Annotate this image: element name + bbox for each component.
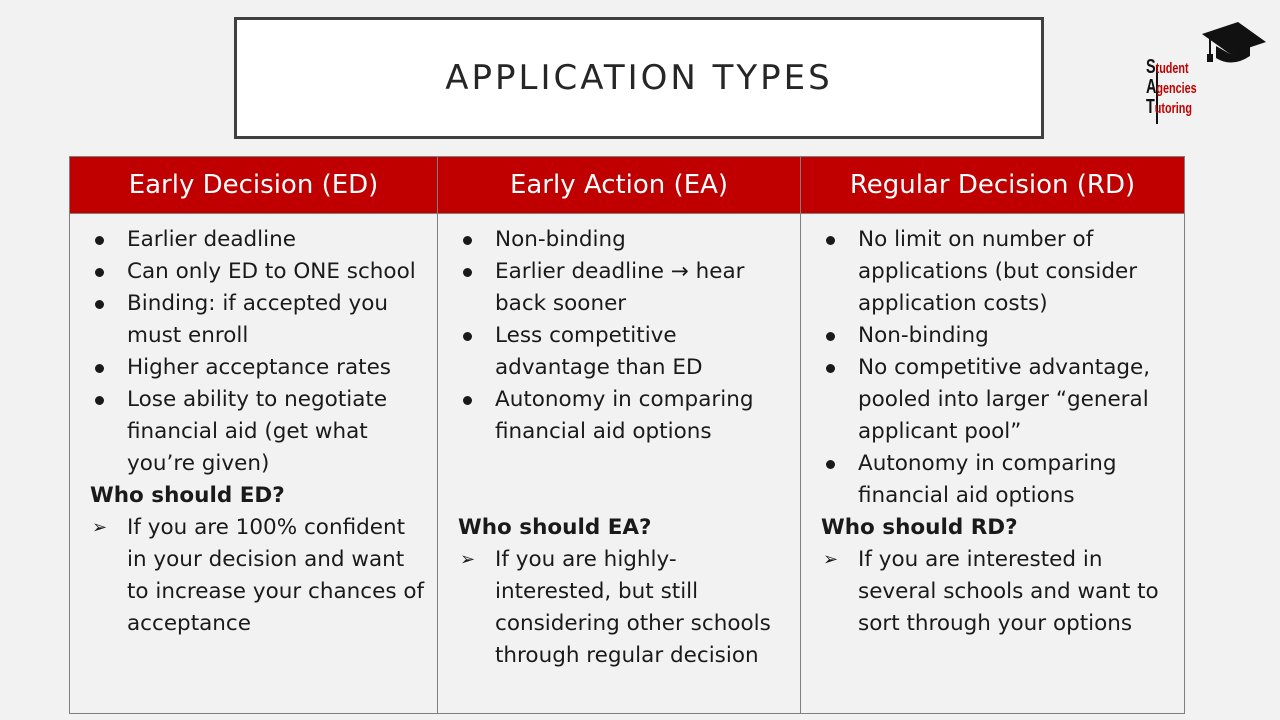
column-rd [801,214,1185,714]
column-ea [438,214,801,714]
list-item: Can only ED to ONE school [90,256,429,288]
who-should-ed-heading: Who should ED? [90,483,285,508]
ed-bullet-list [90,224,429,480]
list-item: Earlier deadline → hear back sooner [458,256,792,320]
column-ed [70,214,438,714]
sat-logo [1144,20,1274,130]
arrow-bullet-icon: ➢ [92,517,108,538]
arrow-bullet-icon: ➢ [460,549,476,570]
who-should-ea-heading: Who should EA? [458,515,652,540]
list-item: Autonomy in comparing financial aid options [458,384,792,448]
list-item: No limit on number of applications (but consider application costs) [821,224,1176,320]
graduation-cap-icon [1198,20,1268,72]
logo-text: Student Agencies Tutoring [1146,56,1197,118]
advice-item: ➢ If you are 100% confident in your decision and want to increase your chances of acceptance [90,512,429,640]
table-header-row [70,157,1185,214]
application-types-table [69,156,1185,714]
header-ea: Early Action (EA) [438,157,801,214]
table-body-row [70,214,1185,714]
slide-title: APPLICATION TYPES [445,58,833,98]
who-should-rd-heading: Who should RD? [821,515,1018,540]
list-item: Higher acceptance rates [90,352,429,384]
rd-bullet-list [821,224,1176,512]
rd-advice-list [821,544,1176,640]
arrow-bullet-icon: ➢ [823,549,839,570]
advice-item: ➢ If you are highly-interested, but still considering other schools through regular decision [458,544,792,672]
list-item: Earlier deadline [90,224,429,256]
ed-advice-list [90,512,429,640]
list-item: Less competitive advantage than ED [458,320,792,384]
ea-advice-list [458,544,792,672]
spacer [458,448,792,512]
ea-bullet-list [458,224,792,448]
list-item: Non-binding [458,224,792,256]
advice-item: ➢ If you are interested in several schools and want to sort through your options [821,544,1176,640]
list-item: Lose ability to negotiate financial aid (get what you’re given) [90,384,429,480]
header-rd: Regular Decision (RD) [801,157,1185,214]
title-box [234,17,1044,139]
header-ed: Early Decision (ED) [70,157,438,214]
list-item: No competitive advantage, pooled into larger “general applicant pool” [821,352,1176,448]
list-item: Binding: if accepted you must enroll [90,288,429,352]
list-item: Non-binding [821,320,1176,352]
list-item: Autonomy in comparing financial aid options [821,448,1176,512]
